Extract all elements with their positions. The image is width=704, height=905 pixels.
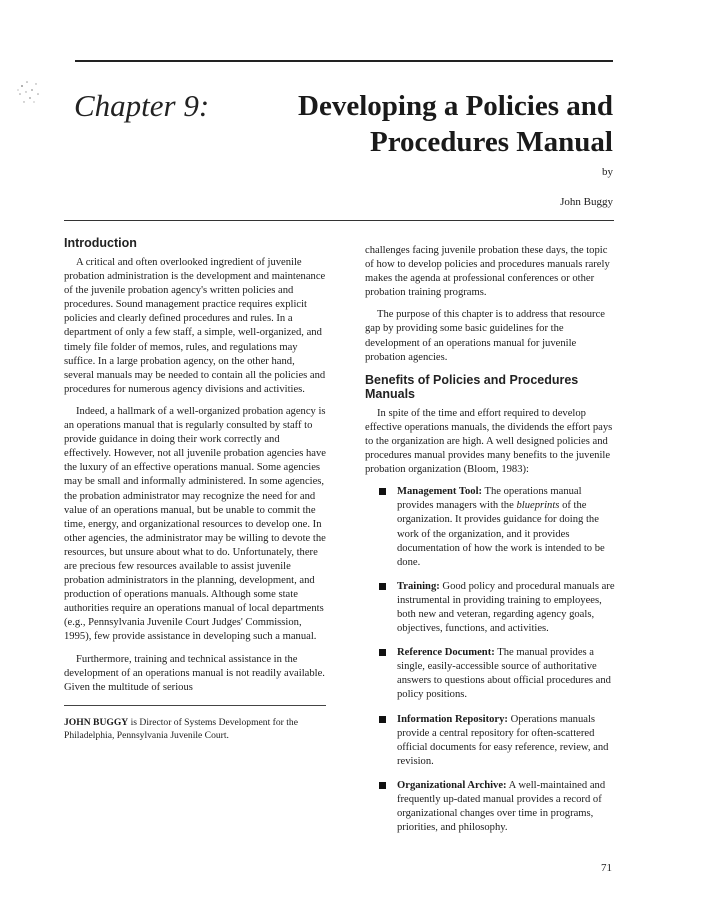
- footnote-author-name: JOHN BUGGY: [64, 716, 129, 728]
- square-bullet-icon: [379, 782, 386, 789]
- top-rule: [75, 60, 613, 62]
- right-column: [365, 244, 615, 845]
- chapter-label: Chapter 9:: [74, 88, 210, 123]
- byline-by: by: [602, 166, 613, 178]
- bullet-text: Operations manuals provide a central repository for often-scattered official documents for easy reference, review, and revision.: [397, 713, 609, 767]
- list-item: [365, 646, 615, 702]
- intro-paragraph-2: Indeed, a hallmark of a well-organized probation agency is an operations manual that is regularly consulted by staff to provide guidance in doing their work correctly and effectively. However, not all juvenile probation agencies have the luxury of an effective operations manual. Some agencies may be small and informally administered. In some agencies, the probation administrator may recognize the need for and value of an operations manual, but be unable to commit the time, energy, and organizational resources to develop one. In other agencies, the administrator may be willing to devote the resources, but unsure about what to do. Unfortunately, there are precious few resources available to assist juvenile probation administrators in the planning, development, and production of operations manuals. Although some state authorities require an operations manual of local departments (e.g., Pennsylvania Juvenile Court Judges' Commission, 1995), few provide assistance in developing such a manual.: [64, 405, 326, 643]
- left-column: [64, 236, 326, 742]
- list-item: [365, 580, 615, 636]
- page-number: 71: [601, 862, 612, 874]
- bullet-emphasis: blueprints: [516, 500, 560, 512]
- bullet-text: The manual provides a single, easily-accessible source of authoritative answers to questions about official procedures and policy positions.: [397, 647, 611, 701]
- footnote-text: is Director of Systems Development for the Philadelphia, Pennsylvania Juvenile Court.: [64, 716, 298, 741]
- bullet-text-end: of the organization. It provides guidance for doing the work of the organization, and it provides documentation of how the work is intended to be done.: [397, 500, 605, 568]
- purpose-paragraph: The purpose of this chapter is to address that resource gap by providing some basic guidelines for the development of an operations manual for juvenile probation agencies.: [365, 309, 605, 363]
- square-bullet-icon: [379, 716, 386, 723]
- scan-speckle-mark: [12, 72, 48, 112]
- benefits-list: [365, 485, 615, 835]
- square-bullet-icon: [379, 583, 386, 590]
- bullet-term: Management Tool:: [397, 486, 483, 498]
- intro-paragraph-3: Furthermore, training and technical assistance in the development of an operations manual is not readily available. Given the multitude of serious: [64, 653, 325, 693]
- bullet-term: Information Repository:: [397, 713, 508, 725]
- bullet-term: Training:: [397, 580, 440, 592]
- introduction-heading: Introduction: [64, 236, 137, 250]
- square-bullet-icon: [379, 649, 386, 656]
- header-divider: [64, 220, 614, 221]
- chapter-title: Developing a Policies and Procedures Manual: [298, 90, 613, 158]
- footnote-divider: [64, 705, 326, 706]
- benefits-intro-paragraph: In spite of the time and effort required to develop effective operations manuals, the dividends the effort pays to the organization are high. A well designed policies and procedures manual provides many benefits to the juvenile probation organization (Bloom, 1983):: [365, 407, 613, 476]
- list-item: [365, 713, 615, 769]
- author-footnote: [64, 716, 326, 742]
- byline-author: John Buggy: [560, 196, 613, 208]
- bullet-term: Reference Document:: [397, 647, 495, 659]
- intro-paragraph-1: A critical and often overlooked ingredient of juvenile probation administration is the development and maintenance of the juvenile probation agency's written policies and procedures. Sound management practice requires explicit policies and clearly defined procedures and rules. In a department of only a few staff, a simple, well-organized, and timely file folder of memos, rules, and regulations may suffice. In a large probation agency, on the other hand, several manuals may be needed to contain all the policies and procedures for numerous agency divisions and activities.: [64, 257, 326, 395]
- square-bullet-icon: [379, 488, 386, 495]
- bullet-text: Good policy and procedural manuals are instrumental in providing training to employees, both new and veteran, regarding agency goals, objectives, functions, and activities.: [397, 580, 615, 635]
- bullet-term: Organizational Archive:: [397, 779, 507, 791]
- bullet-text: The operations manual provides managers with the: [397, 486, 582, 512]
- bullet-text: A well-maintained and frequently up-dated manual provides a record of organizational changes over time in programs, priorities, and philosophy.: [397, 779, 606, 834]
- list-item: [365, 779, 615, 835]
- continuation-paragraph: challenges facing juvenile probation these days, the topic of how to develop policies and procedures manuals rarely makes the agenda at professional conferences or other probation training programs.: [365, 245, 610, 299]
- list-item: [365, 485, 615, 570]
- benefits-heading: Benefits of Policies and Procedures Manuals: [365, 372, 579, 401]
